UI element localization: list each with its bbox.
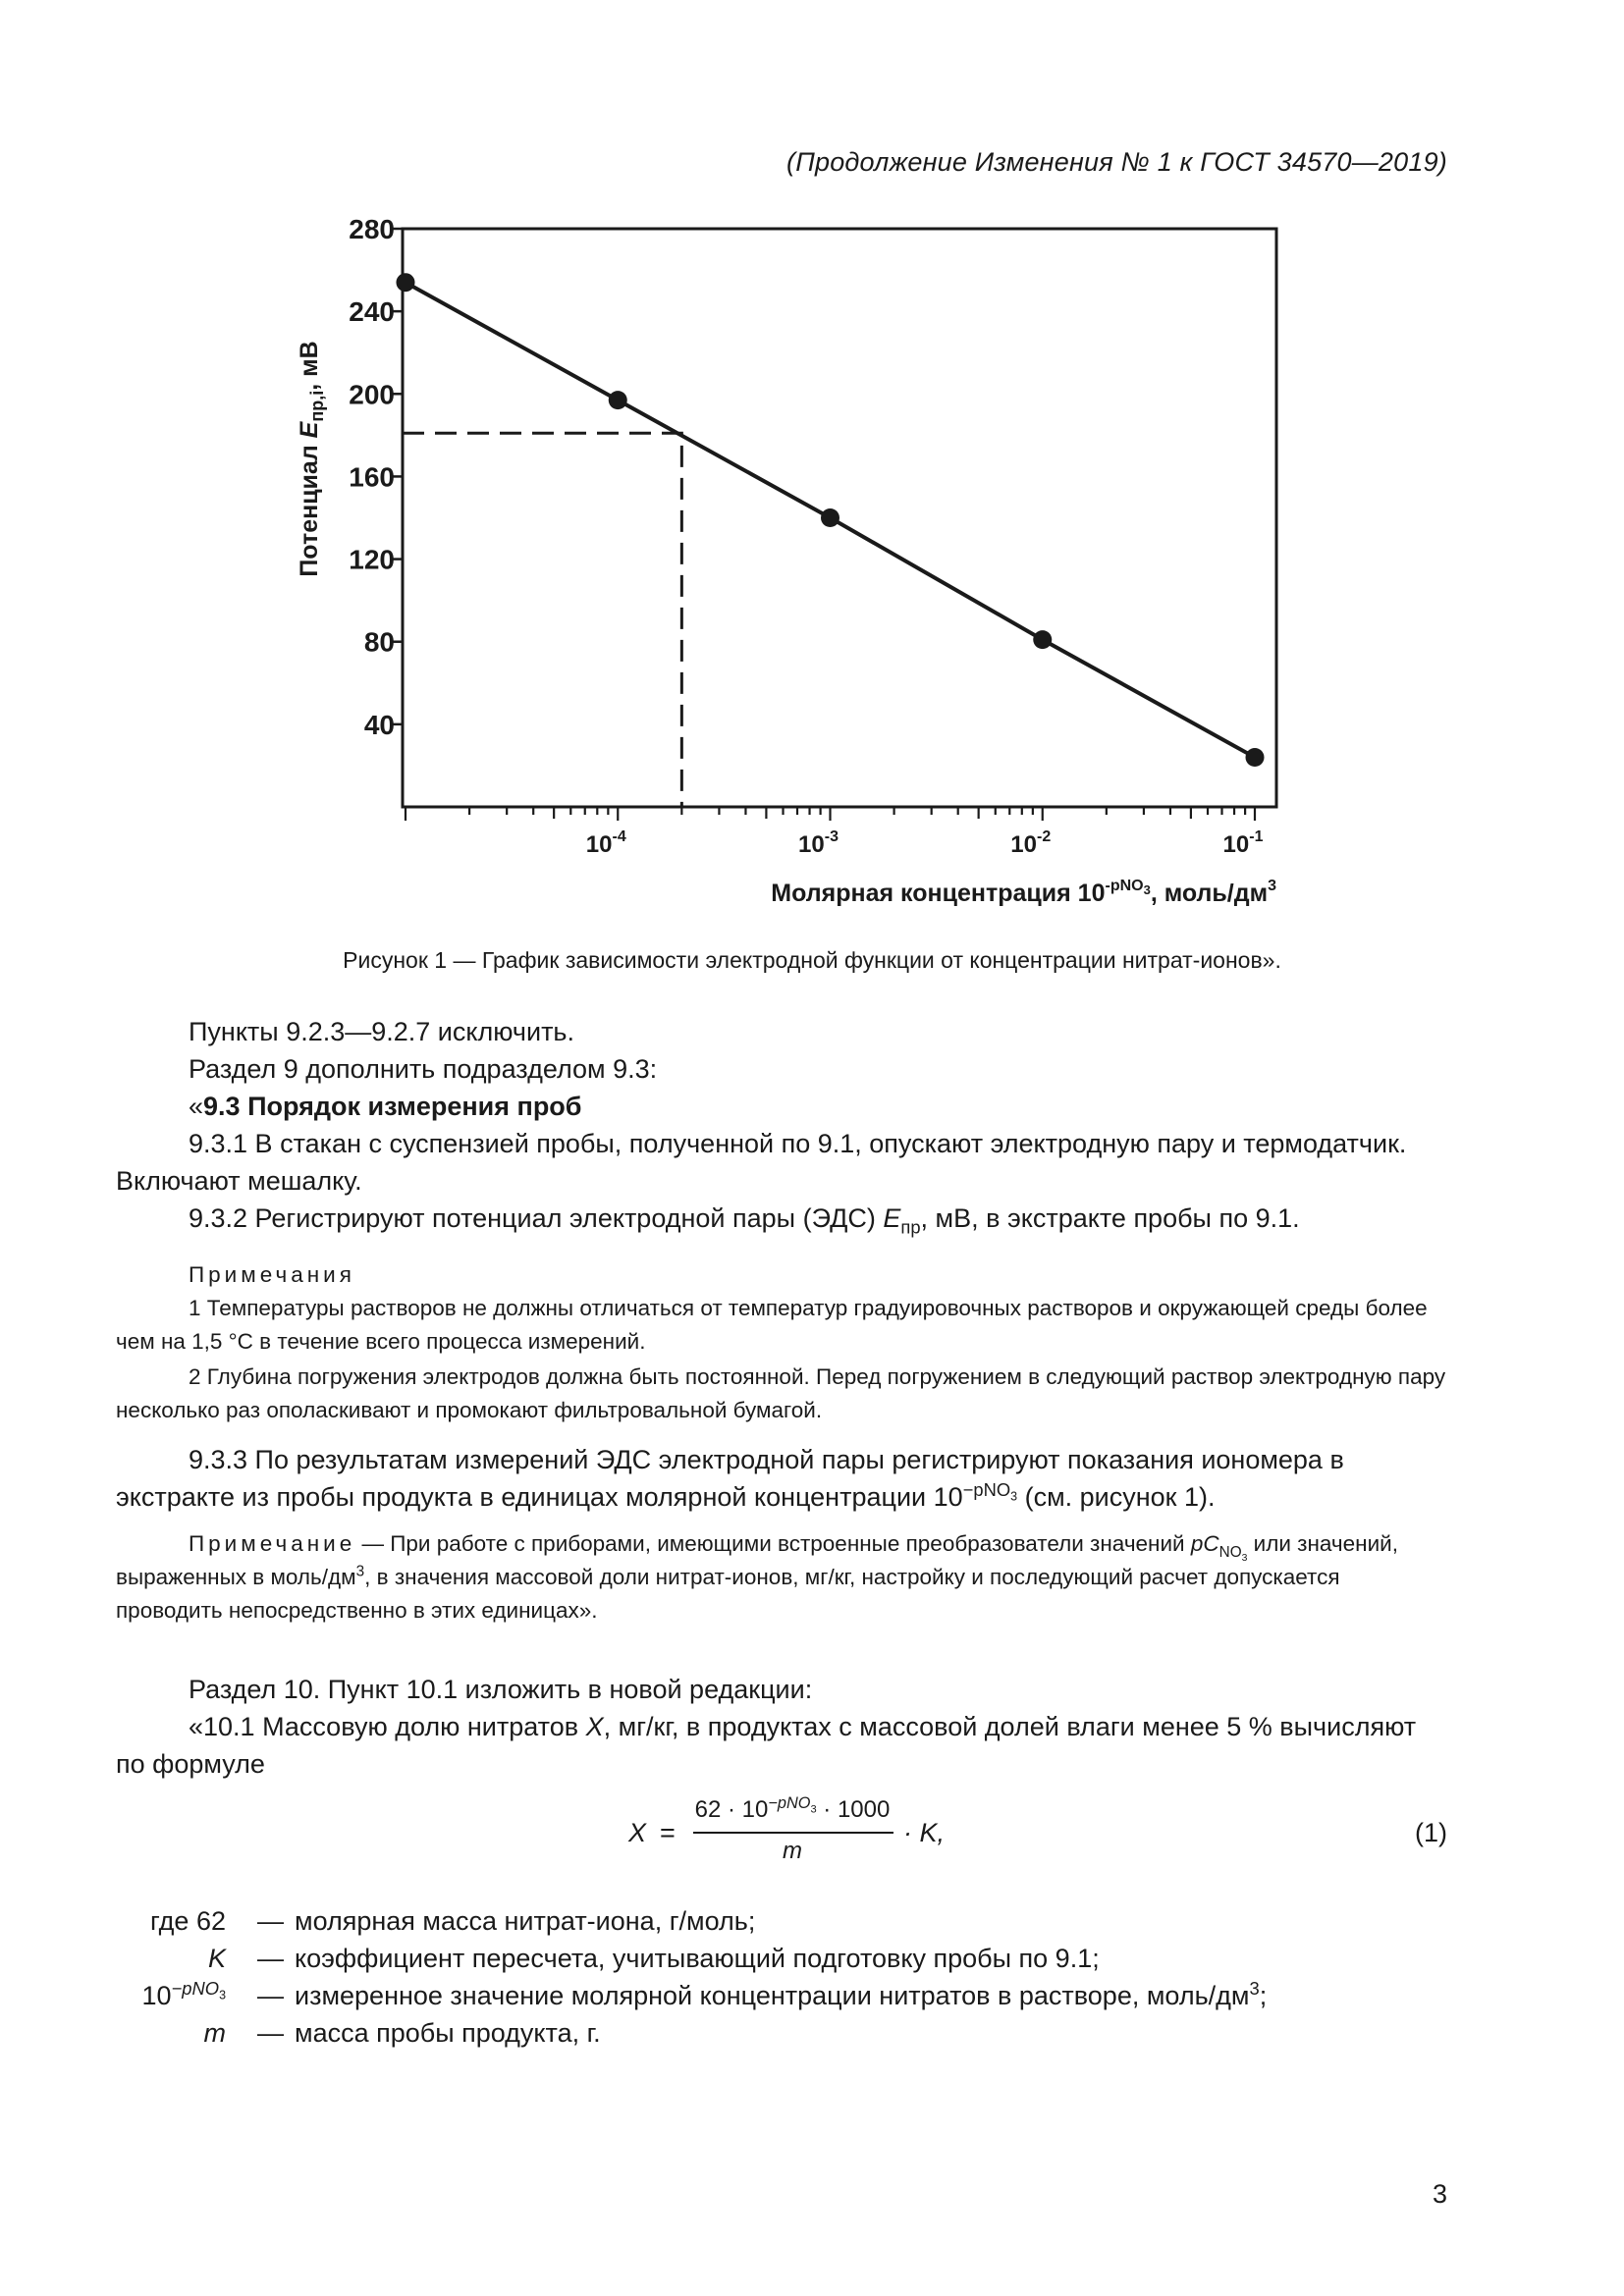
paragraph-section-addition: Раздел 9 дополнить подразделом 9.3:	[189, 1054, 658, 1084]
note3-sup: 3	[355, 1563, 365, 1580]
paragraph-9-3-1: 9.3.1 В стакан с суспензией пробы, полученной по 9.1, опускают электродную пару и термодатчик. Включают мешалку.	[116, 1129, 1407, 1196]
notes-title: Примечания	[189, 1262, 355, 1287]
legend-row	[0, 2014, 1624, 2052]
formula-num-sup	[768, 1794, 817, 1816]
legend-symbol: где 62	[150, 1906, 226, 1936]
legend-text: масса пробы продукта, г.	[295, 2018, 601, 2048]
p932-symbol-sub: пр	[900, 1216, 921, 1238]
p932-text-a: 9.3.2 Регистрируют потенциал электродной пары (ЭДС)	[189, 1203, 884, 1233]
paragraph-items-excluded: Пункты 9.2.3—9.2.7 исключить.	[189, 1017, 575, 1046]
p933-text-b: (см. рисунок 1).	[1017, 1482, 1216, 1512]
p101-x: X	[585, 1712, 604, 1741]
y-axis-label: Потенциал $E_{пр,i}$, мВ	[296, 341, 327, 577]
formula-1	[619, 1796, 1011, 1865]
paragraph-9-3-3	[116, 1441, 1447, 1516]
y-tick-label: 240	[349, 296, 395, 328]
legend-text: коэффициент пересчета, учитывающий подготовку пробы по 9.1;	[295, 1944, 1100, 1973]
p932-symbol-e: E	[883, 1203, 901, 1233]
y-tick-label: 40	[363, 709, 395, 740]
note3-text-b: или значений, выраженных в моль/дм	[116, 1531, 1398, 1589]
subsection-heading	[116, 1088, 1447, 1125]
y-tick-label: 280	[349, 214, 395, 244]
paragraph-10-1	[116, 1708, 1447, 1783]
heading-quote: «	[189, 1092, 204, 1121]
note-1: 1 Температуры растворов не должны отличаться от температур градуировочных растворов и окружающей среды более чем на 1,5 °С в течение всего процесса измерений.	[116, 1296, 1428, 1354]
y-tick-label: 160	[349, 461, 395, 493]
p933-sup-text: −pNO	[962, 1479, 1011, 1500]
formula-num-a: 62 · 10	[694, 1796, 769, 1823]
note-3	[116, 1527, 1447, 1628]
note3-text-a: — При работе с приборами, имеющими встроенные преобразователи значений	[355, 1531, 1191, 1556]
formula-denominator: m	[783, 1838, 802, 1864]
formula-num-b: · 1000	[816, 1796, 891, 1823]
formula-equals: =	[660, 1818, 676, 1847]
data-point	[397, 273, 415, 292]
p101-text-a: «10.1 Массовую долю нитратов	[189, 1712, 586, 1741]
legend-dash: —	[257, 2018, 284, 2048]
note3-pc-sub	[1218, 1543, 1248, 1564]
note3-text-c: , в значения массовой доли нитрат-ионов, мг/кг, настройку и последующий расчет допускается проводить непосредственно в этих единицах».	[116, 1565, 1340, 1623]
note-2: 2 Глубина погружения электродов должна быть постоянной. Перед погружением в следующий раствор электродную пару несколько раз ополаскивают и промокают фильтровальной бумагой.	[116, 1364, 1446, 1422]
note3-pc-sub2: 3	[1241, 1552, 1248, 1564]
data-point	[609, 391, 627, 409]
legend-text-main: измеренное значение молярной концентрации нитратов в растворе, моль/дм	[295, 1981, 1250, 2010]
legend-row	[0, 1940, 1624, 1977]
x-tick-label: $10^{-2}$	[1010, 828, 1052, 858]
legend-symbol-sup-sub: 3	[219, 1988, 226, 2002]
legend-text-end: ;	[1259, 1981, 1268, 2010]
x-tick-label: $10^{-4}$	[585, 828, 626, 858]
y-tick-label: 200	[349, 379, 395, 410]
p933-sup-sub: 3	[1010, 1489, 1018, 1504]
legend-row	[0, 1902, 1624, 1940]
x-axis-label: Молярная концентрация $10^{-pNO}3$, моль/$дм^3$	[771, 878, 1276, 907]
data-point	[1246, 748, 1265, 767]
running-header: (Продолжение Изменения № 1 к ГОСТ 34570—2019)	[786, 147, 1447, 177]
formula-lhs: X	[628, 1818, 647, 1847]
calibration-chart	[0, 0, 1624, 942]
note3-label: Примечание	[189, 1531, 356, 1556]
heading-text: 9.3 Порядок измерения проб	[203, 1092, 582, 1121]
y-tick-label: 120	[349, 544, 395, 575]
p101-text-b: , мг/кг, в продуктах с массовой долей влаги менее 5 % вычисляют по формуле	[116, 1712, 1417, 1779]
legend-text: молярная масса нитрат-иона, г/моль;	[295, 1906, 756, 1936]
paragraph-9-3-2	[116, 1200, 1447, 1237]
legend-dash: —	[257, 1944, 284, 1973]
legend-symbol: K	[207, 1944, 226, 1973]
x-tick-label: $10^{-3}$	[798, 828, 839, 858]
y-tick-label: 80	[363, 626, 395, 658]
formula-num-sup-text: −pNO	[768, 1794, 811, 1812]
legend-symbol-base: 10	[141, 1981, 172, 2010]
figure-caption: Рисунок 1 — График зависимости электродной функции от концентрации нитрат-ионов».	[343, 947, 1281, 973]
legend-symbol-sup	[171, 1978, 226, 2002]
formula-numerator	[689, 1796, 895, 1824]
legend-symbol-sup-text: −pNO	[171, 1978, 220, 1999]
p933-sup	[962, 1479, 1018, 1504]
equation-number: (1)	[1415, 1818, 1447, 1847]
p933-text-a: 9.3.3 По результатам измерений ЭДС электродной пары регистрируют показания иономера в экстракте из пробы продукта в единицах молярной концентрации 10	[116, 1445, 1344, 1512]
legend-dash: —	[257, 1981, 284, 2010]
legend-row	[0, 1977, 1624, 2014]
note3-pc-sub-text: NO	[1218, 1543, 1242, 1561]
legend-symbol	[0, 1977, 226, 2014]
legend-dash: —	[257, 1906, 284, 1936]
page-number: 3	[1432, 2179, 1447, 2209]
note3-pc: pC	[1190, 1531, 1219, 1556]
x-tick-label: $10^{-1}$	[1222, 828, 1264, 858]
paragraph-section-10: Раздел 10. Пункт 10.1 изложить в новой редакции:	[189, 1675, 813, 1704]
reference-dashed-line	[403, 433, 681, 807]
p932-text-b: , мВ, в экстракте пробы по 9.1.	[920, 1203, 1300, 1233]
formula-rhs: · K,	[903, 1818, 946, 1847]
legend-text	[295, 1977, 1267, 2014]
formula-num-sup-sub: 3	[810, 1803, 817, 1816]
legend-symbol: m	[203, 2018, 226, 2048]
formula-fraction-bar	[693, 1832, 893, 1834]
data-point	[1033, 630, 1052, 649]
legend-text-sup: 3	[1249, 1978, 1260, 1999]
data-point	[821, 508, 839, 527]
